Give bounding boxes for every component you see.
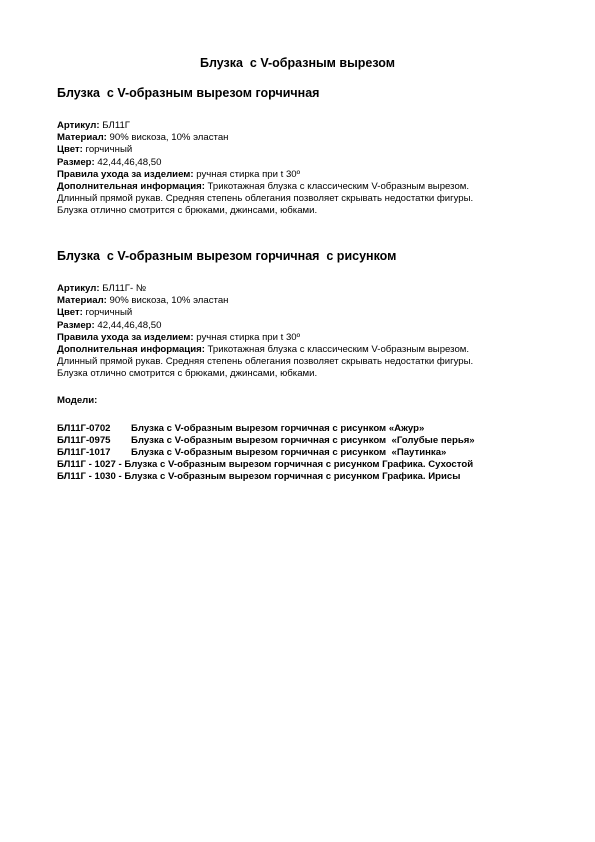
spec-material bbox=[57, 295, 547, 307]
spec-extra-info bbox=[57, 181, 547, 193]
model-code: БЛ11Г - 1027 bbox=[57, 459, 116, 471]
spec-label: Дополнительная информация: bbox=[57, 181, 205, 193]
model-code: БЛ11Г - 1030 bbox=[57, 471, 116, 483]
model-item bbox=[57, 459, 547, 471]
spec-value: горчичный bbox=[82, 144, 133, 156]
description-line: Блузка отлично смотрится с брюками, джинсами, юбками. bbox=[57, 368, 318, 380]
product-section-plain bbox=[57, 86, 547, 218]
spec-color bbox=[57, 144, 547, 156]
spec-value: БЛ11Г- № bbox=[99, 283, 147, 294]
description-line: Блузка отлично смотрится с брюками, джинсами, юбками. bbox=[57, 205, 318, 217]
spec-value: Трикотажная блузка с классическим V-образным вырезом. bbox=[204, 181, 470, 193]
spec-label: Материал: bbox=[57, 295, 107, 307]
spec-value: БЛ11Г bbox=[99, 120, 130, 131]
spec-value: горчичный bbox=[82, 307, 133, 319]
spec-label: Размер: bbox=[57, 156, 95, 168]
model-name: Блузка с V-образным вырезом горчичная с рисунком «Паутинка» bbox=[131, 447, 447, 459]
spec-material bbox=[57, 132, 547, 144]
spec-size bbox=[57, 320, 547, 332]
spec-label: Правила ухода за изделием: bbox=[57, 168, 194, 180]
product-section-printed bbox=[57, 249, 547, 484]
spec-value: 42,44,46,48,50 bbox=[94, 319, 162, 331]
spec-value: 90% вискоза, 10% эластан bbox=[106, 295, 229, 307]
spec-value: ручная стирка при t 30º bbox=[193, 168, 301, 180]
spec-label: Дополнительная информация: bbox=[57, 344, 205, 356]
description-line: Длинный прямой рукав. Средняя степень облегания позволяет скрывать недостатки фигуры. bbox=[57, 193, 474, 205]
section-title: Блузка с V-образным вырезом горчичная bbox=[57, 86, 320, 100]
spec-size bbox=[57, 157, 547, 169]
model-item bbox=[57, 435, 547, 447]
model-code: БЛ11Г-1017 bbox=[57, 447, 111, 459]
document-title: Блузка с V-образным вырезом bbox=[200, 56, 395, 70]
spec-value: Трикотажная блузка с классическим V-образным вырезом. bbox=[204, 344, 470, 356]
model-name: Блузка с V-образным вырезом горчичная с рисунком «Ажур» bbox=[131, 422, 425, 434]
model-name: Блузка с V-образным вырезом горчичная с рисунком «Голубые перья» bbox=[131, 434, 475, 446]
spec-label: Цвет: bbox=[57, 307, 83, 319]
spec-label: Артикул: bbox=[57, 283, 100, 294]
spec-care bbox=[57, 169, 547, 181]
section-title: Блузка с V-образным вырезом горчичная с рисунком bbox=[57, 249, 397, 263]
description-line: Длинный прямой рукав. Средняя степень облегания позволяет скрывать недостатки фигуры. bbox=[57, 356, 474, 368]
model-code: БЛ11Г-0702 bbox=[57, 422, 111, 434]
models-list bbox=[57, 423, 547, 484]
model-name: - Блузка с V-образным вырезом горчичная с рисунком Графика. Ирисы bbox=[115, 471, 461, 483]
model-item bbox=[57, 423, 547, 435]
model-name: - Блузка с V-образным вырезом горчичная с рисунком Графика. Сухостой bbox=[115, 459, 474, 471]
model-code: БЛ11Г-0975 bbox=[57, 434, 111, 446]
spec-label: Артикул: bbox=[57, 120, 100, 131]
spec-extra-info bbox=[57, 344, 547, 356]
spec-value: ручная стирка при t 30º bbox=[193, 331, 301, 343]
spec-article bbox=[57, 120, 547, 132]
models-heading: Модели: bbox=[57, 394, 98, 406]
spec-label: Материал: bbox=[57, 132, 107, 144]
spec-value: 42,44,46,48,50 bbox=[94, 156, 162, 168]
spec-label: Цвет: bbox=[57, 144, 83, 156]
spec-color bbox=[57, 307, 547, 319]
spec-value: 90% вискоза, 10% эластан bbox=[106, 132, 229, 144]
spec-article bbox=[57, 283, 547, 295]
model-item bbox=[57, 447, 547, 459]
spec-label: Размер: bbox=[57, 319, 95, 331]
model-item bbox=[57, 471, 547, 483]
spec-care bbox=[57, 332, 547, 344]
spec-label: Правила ухода за изделием: bbox=[57, 331, 194, 343]
